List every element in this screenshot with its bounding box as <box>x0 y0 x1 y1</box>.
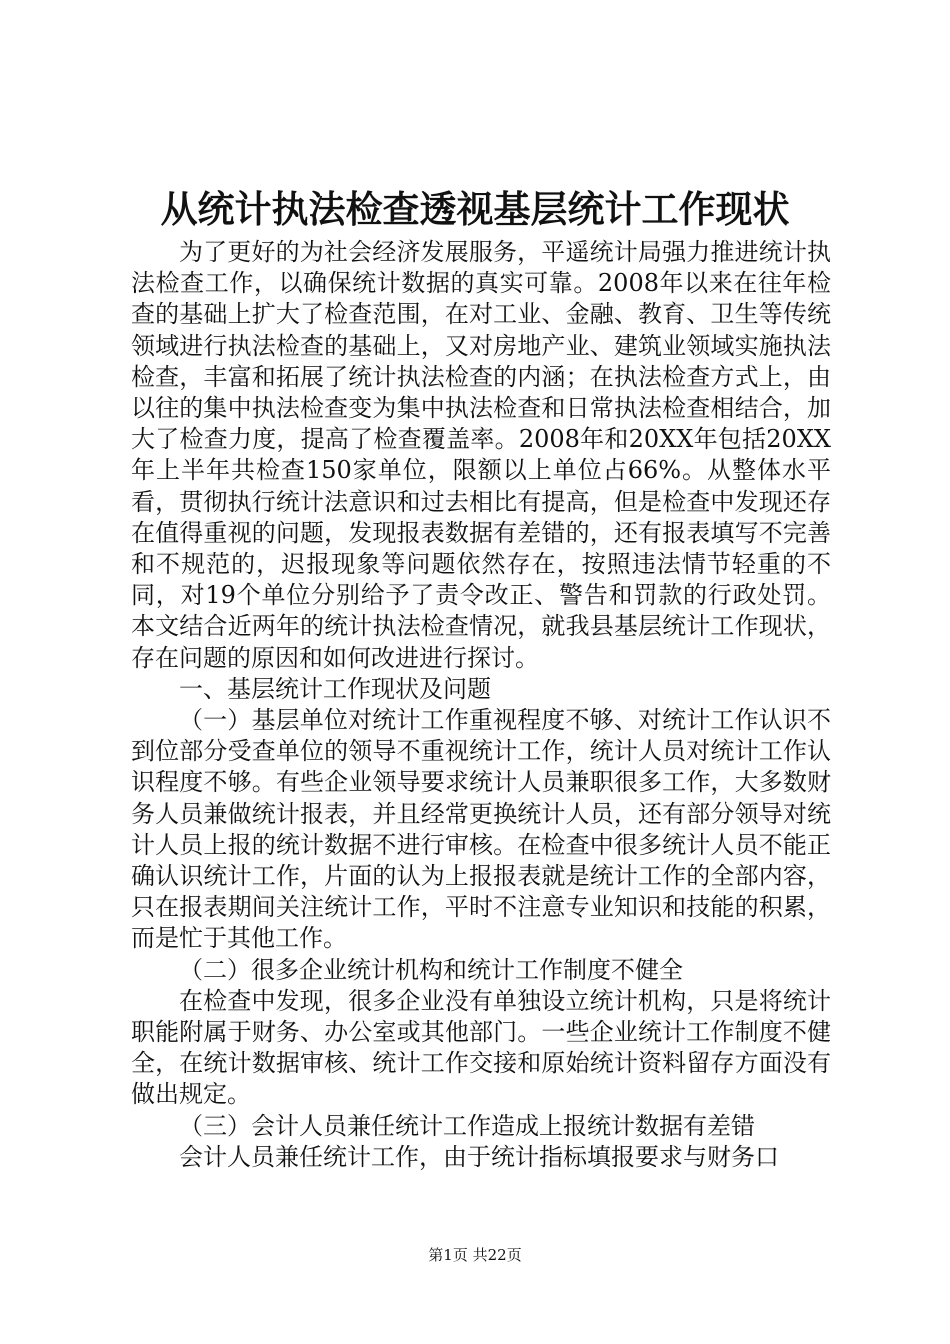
section-heading-1: 一、基层统计工作现状及问题 <box>179 674 491 703</box>
paragraph-intro: 为了更好的为社会经济发展服务，平遥统计局强力推进统计执法检查工作，以确保统计数据的真实可靠。2008年以来在往年检查的基础上扩大了检查范围，在对工业、金融、教育、卫生等传统领域进行执法检查的基础上，又对房地产业、建筑业领域实施执法检查，丰富和拓展了统计执法检查的内涵；在执法检查方式上，由以往的集中执法检查变为集中执法检查和日常执法检查相结合，加大了检查力度，提高了检查覆盖率。2008年和20XX年包括20XX年上半年共检查150家单位，限额以上单位占66%。从整体水平看，贯彻执行统计法意识和过去相比有提高，但是检查中发现还存在值得重视的问题，发现报表数据有差错的，还有报表填写不完善和不规范的，迟报现象等问题依然存在，按照违法情节轻重的不同，对19个单位分别给予了责令改正、警告和罚款的行政处罚。本文结合近两年的统计执法检查情况，就我县基层统计工作现状，存在问题的原因和如何改进进行探讨。 <box>131 238 831 672</box>
subsection-heading-2: （二）很多企业统计机构和统计工作制度不健全 <box>179 955 683 984</box>
paragraph-subsection-1: （一）基层单位对统计工作重视程度不够、对统计工作认识不到位部分受查单位的领导不重视统计工作，统计人员对统计工作认识程度不够。有些企业领导要求统计人员兼职很多工作，大多数财务人员兼做统计报表，并且经常更换统计人员，还有部分领导对统计人员上报的统计数据不进行审核。在检查中很多统计人员不能正确认识统计工作，片面的认为上报报表就是统计工作的全部内容，只在报表期间关注统计工作，平时不注意专业知识和技能的积累，而是忙于其他工作。 <box>131 706 831 953</box>
document-body <box>131 237 831 1173</box>
subsection-heading-3: （三）会计人员兼任统计工作造成上报统计数据有差错 <box>179 1111 755 1140</box>
paragraph-subsection-3: 会计人员兼任统计工作，由于统计指标填报要求与财务口 <box>179 1142 779 1171</box>
page-number-footer: 第1页 共22页 <box>428 1246 522 1264</box>
document-title: 从统计执法检查透视基层统计工作现状 <box>160 187 790 231</box>
paragraph-subsection-2: 在检查中发现，很多企业没有单独设立统计机构，只是将统计职能附属于财务、办公室或其他部门。一些企业统计工作制度不健全，在统计数据审核、统计工作交接和原始统计资料留存方面没有做出规定。 <box>131 986 831 1109</box>
